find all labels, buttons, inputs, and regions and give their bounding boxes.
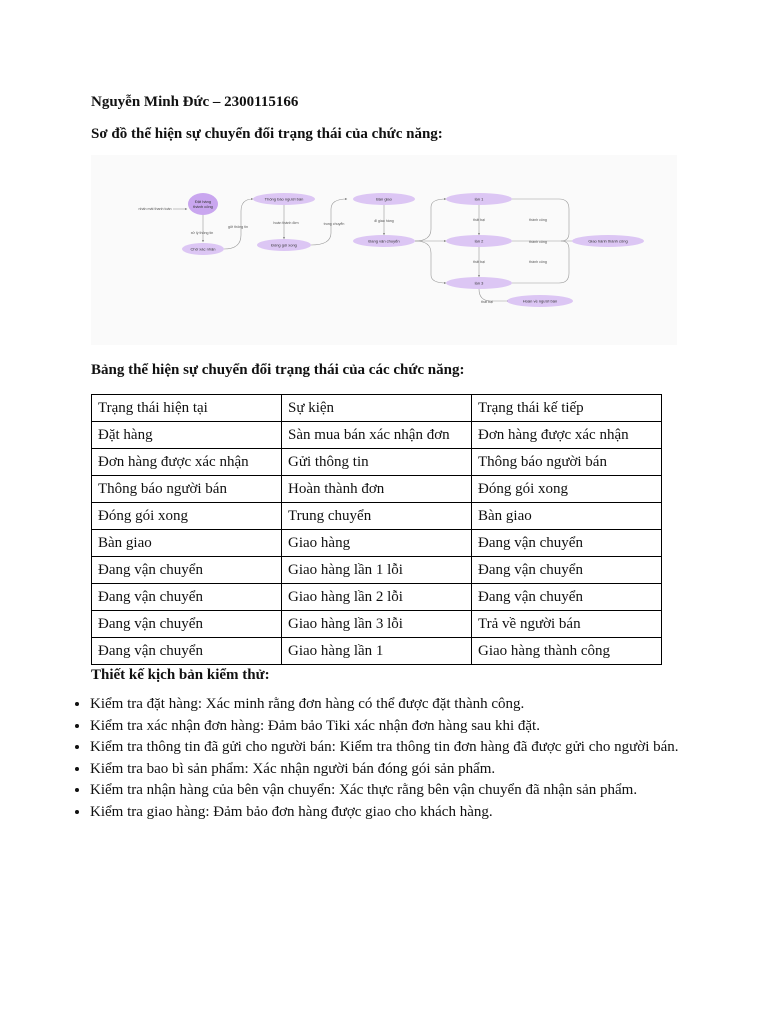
table-cell: Giao hàng lần 3 lỗi xyxy=(282,611,472,638)
state-diagram xyxy=(91,155,677,345)
table-cell: Đóng gói xong xyxy=(92,503,282,530)
node-lan-3-label: lần 3 xyxy=(474,280,484,286)
table-cell: Đang vận chuyển xyxy=(92,557,282,584)
edge-thanh-cong-2: thành công xyxy=(529,240,547,244)
edge-that-bai-1: thất bại xyxy=(473,218,485,222)
list-item: • Kiểm tra giao hàng: Đảm bảo đơn hàng được giao cho khách hàng. xyxy=(90,802,710,824)
table-cell: Hoàn thành đơn xyxy=(282,476,472,503)
table-cell: Đang vận chuyển xyxy=(472,530,662,557)
edge-that-bai-3: thất bại xyxy=(481,300,493,304)
edge-xu-ly: xử lý thông tin xyxy=(190,231,214,235)
edge-trung-chuyen: trung chuyển xyxy=(323,222,345,226)
table-row xyxy=(92,422,662,449)
table-cell: Gửi thông tin xyxy=(282,449,472,476)
table-row xyxy=(92,584,662,611)
state-table xyxy=(91,394,662,665)
edge-thanh-cong-3: thành công xyxy=(529,260,547,264)
table-cell: Giao hàng xyxy=(282,530,472,557)
table-cell: Giao hàng thành công xyxy=(472,638,662,665)
table-cell: Sàn mua bán xác nhận đơn xyxy=(282,422,472,449)
test-list xyxy=(71,694,710,823)
table-cell: Đơn hàng được xác nhận xyxy=(92,449,282,476)
edge-di-giao-hang: đi giao hàng xyxy=(374,219,394,223)
table-header-cell: Sự kiện xyxy=(282,395,472,422)
edge-that-bai-2: thất bại xyxy=(473,260,485,264)
table-cell: Thông báo người bán xyxy=(472,449,662,476)
table-cell: Trung chuyển xyxy=(282,503,472,530)
table-header-cell: Trạng thái kế tiếp xyxy=(472,395,662,422)
table-cell: Đang vận chuyển xyxy=(92,638,282,665)
table-header-cell: Trạng thái hiện tại xyxy=(92,395,282,422)
table-row xyxy=(92,611,662,638)
node-dat-hang-label-2: thành công xyxy=(193,204,213,209)
table-row xyxy=(92,449,662,476)
table-row xyxy=(92,476,662,503)
node-lan-1-label: lần 1 xyxy=(474,196,484,202)
list-item: • Kiểm tra thông tin đã gửi cho người bán: Kiểm tra thông tin đơn hàng đã được gửi cho người bán. xyxy=(90,737,710,759)
table-cell: Đặt hàng xyxy=(92,422,282,449)
table-cell: Đơn hàng được xác nhận xyxy=(472,422,662,449)
node-cho-xac-nhan-label: Chờ xác nhận xyxy=(190,246,216,252)
table-row xyxy=(92,638,662,665)
edge-thanh-cong-1: thành công xyxy=(529,218,547,222)
node-dong-goi-label: Đóng gói xong xyxy=(271,242,297,248)
author-line: Nguyễn Minh Đức – 2300115166 xyxy=(91,94,299,110)
list-item: • Kiểm tra xác nhận đơn hàng: Đảm bảo Tiki xác nhận đơn hàng sau khi đặt. xyxy=(90,716,710,738)
table-cell: Đang vận chuyển xyxy=(92,584,282,611)
table-cell: Đang vận chuyển xyxy=(92,611,282,638)
table-title: Bảng thể hiện sự chuyển đổi trạng thái của các chức năng: xyxy=(91,362,465,378)
table-cell: Đóng gói xong xyxy=(472,476,662,503)
table-cell: Đang vận chuyển xyxy=(472,557,662,584)
table-cell: Đang vận chuyển xyxy=(472,584,662,611)
table-cell: Thông báo người bán xyxy=(92,476,282,503)
edge-gui-thong-tin: gửi thông tin xyxy=(228,225,248,229)
node-dang-van-chuyen-label: Đang vận chuyển xyxy=(368,238,400,244)
table-row xyxy=(92,557,662,584)
node-ban-giao-label: Bàn giao xyxy=(376,196,392,202)
table-cell: Giao hàng lần 2 lỗi xyxy=(282,584,472,611)
test-title: Thiết kế kịch bản kiểm thử: xyxy=(91,667,270,683)
table-cell: Giao hàng lần 1 lỗi xyxy=(282,557,472,584)
start-label: nhấn mát thanh toán xyxy=(138,207,172,211)
node-dat-hang-label-1: Đặt hàng xyxy=(194,199,212,204)
list-item: • Kiểm tra bao bì sản phẩm: Xác nhận người bán đóng gói sản phẩm. xyxy=(90,759,710,781)
table-cell: Giao hàng lần 1 xyxy=(282,638,472,665)
table-cell: Bàn giao xyxy=(472,503,662,530)
table-row xyxy=(92,503,662,530)
table-header-row xyxy=(92,395,662,422)
node-thong-bao-label: Thông báo người bán xyxy=(264,196,304,202)
diagram-title: Sơ đồ thể hiện sự chuyển đổi trạng thái của chức năng: xyxy=(91,126,443,142)
list-item: • Kiểm tra nhận hàng của bên vận chuyển: Xác thực rằng bên vận chuyển đã nhận sản phẩm. xyxy=(90,780,710,802)
list-item: • Kiểm tra đặt hàng: Xác minh rằng đơn hàng có thể được đặt thành công. xyxy=(90,694,710,716)
edge-hoan-thanh-don: hoàn thành đơn xyxy=(273,221,299,225)
table-cell: Bàn giao xyxy=(92,530,282,557)
node-hoan-ve-label: Hoàn về người bán xyxy=(522,298,558,304)
table-row xyxy=(92,530,662,557)
node-lan-2-label: lần 2 xyxy=(474,238,484,244)
node-giao-thanh-cong-label: Giao hành thành công xyxy=(588,238,628,244)
table-cell: Trả về người bán xyxy=(472,611,662,638)
